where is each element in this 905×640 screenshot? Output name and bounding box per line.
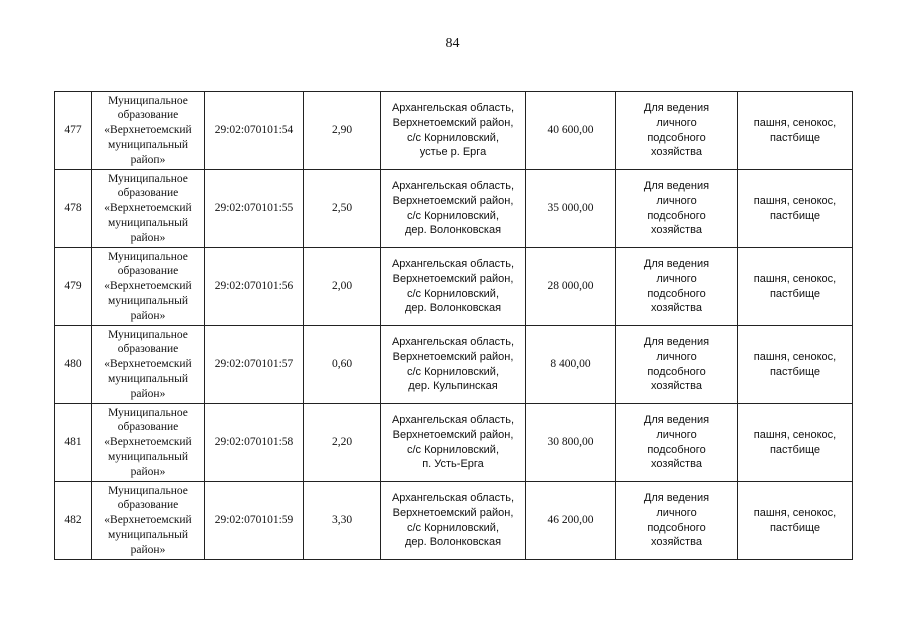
land-use-cell: пашня, сенокос, пастбище xyxy=(738,482,853,560)
area-cell: 2,50 xyxy=(304,170,381,248)
purpose-cell: Для ведения личного подсобного хозяйства xyxy=(616,482,738,560)
address-cell: Архангельская область, Верхнетоемский район, с/с Корниловский, п. Усть-Ерга xyxy=(381,404,526,482)
purpose-cell: Для ведения личного подсобного хозяйства xyxy=(616,326,738,404)
table-row xyxy=(55,92,853,170)
land-plots-table xyxy=(54,91,853,560)
row-number: 479 xyxy=(55,248,92,326)
price-cell: 28 000,00 xyxy=(526,248,616,326)
price-cell: 8 400,00 xyxy=(526,326,616,404)
land-use-cell: пашня, сенокос, пастбище xyxy=(738,92,853,170)
address-cell: Архангельская область, Верхнетоемский район, с/с Корниловский, устье р. Ерга xyxy=(381,92,526,170)
page-number: 84 xyxy=(445,36,460,51)
owner-cell: Муниципальное образование «Верхнетоемский муниципальный район» xyxy=(92,404,205,482)
purpose-cell: Для ведения личного подсобного хозяйства xyxy=(616,170,738,248)
purpose-cell: Для ведения личного подсобного хозяйства xyxy=(616,248,738,326)
owner-cell: Муниципальное образование «Верхнетоемский муниципальный райоп» xyxy=(92,92,205,170)
price-cell: 35 000,00 xyxy=(526,170,616,248)
land-use-cell: пашня, сенокос, пастбище xyxy=(738,248,853,326)
area-cell: 2,90 xyxy=(304,92,381,170)
cadastral-number-cell: 29:02:070101:59 xyxy=(205,482,304,560)
row-number: 480 xyxy=(55,326,92,404)
owner-cell: Муниципальное образование «Верхнетоемский муниципальный район» xyxy=(92,482,205,560)
row-number: 478 xyxy=(55,170,92,248)
row-number: 477 xyxy=(55,92,92,170)
table-row xyxy=(55,326,853,404)
area-cell: 2,20 xyxy=(304,404,381,482)
owner-cell: Муниципальное образование «Верхнетоемский муниципальный район» xyxy=(92,326,205,404)
table-row xyxy=(55,482,853,560)
land-use-cell: пашня, сенокос, пастбище xyxy=(738,404,853,482)
price-cell: 46 200,00 xyxy=(526,482,616,560)
table-row xyxy=(55,248,853,326)
owner-cell: Муниципальное образование «Верхнетоемский муниципальный район» xyxy=(92,170,205,248)
cadastral-number-cell: 29:02:070101:56 xyxy=(205,248,304,326)
purpose-cell: Для ведения личного подсобного хозяйства xyxy=(616,92,738,170)
cadastral-number-cell: 29:02:070101:57 xyxy=(205,326,304,404)
area-cell: 0,60 xyxy=(304,326,381,404)
area-cell: 2,00 xyxy=(304,248,381,326)
cadastral-number-cell: 29:02:070101:58 xyxy=(205,404,304,482)
address-cell: Архангельская область, Верхнетоемский район, с/с Корниловский, дер. Волонковская xyxy=(381,248,526,326)
land-use-cell: пашня, сенокос, пастбище xyxy=(738,170,853,248)
address-cell: Архангельская область, Верхнетоемский район, с/с Корниловский, дер. Волонковская xyxy=(381,170,526,248)
row-number: 481 xyxy=(55,404,92,482)
row-number: 482 xyxy=(55,482,92,560)
land-use-cell: пашня, сенокос, пастбище xyxy=(738,326,853,404)
address-cell: Архангельская область, Верхнетоемский район, с/с Корниловский, дер. Волонковская xyxy=(381,482,526,560)
cadastral-number-cell: 29:02:070101:54 xyxy=(205,92,304,170)
address-cell: Архангельская область, Верхнетоемский район, с/с Корниловский, дер. Кульпинская xyxy=(381,326,526,404)
area-cell: 3,30 xyxy=(304,482,381,560)
purpose-cell: Для ведения личного подсобного хозяйства xyxy=(616,404,738,482)
table-row xyxy=(55,404,853,482)
cadastral-number-cell: 29:02:070101:55 xyxy=(205,170,304,248)
price-cell: 30 800,00 xyxy=(526,404,616,482)
owner-cell: Муниципальное образование «Верхнетоемский муниципальный район» xyxy=(92,248,205,326)
price-cell: 40 600,00 xyxy=(526,92,616,170)
table-row xyxy=(55,170,853,248)
